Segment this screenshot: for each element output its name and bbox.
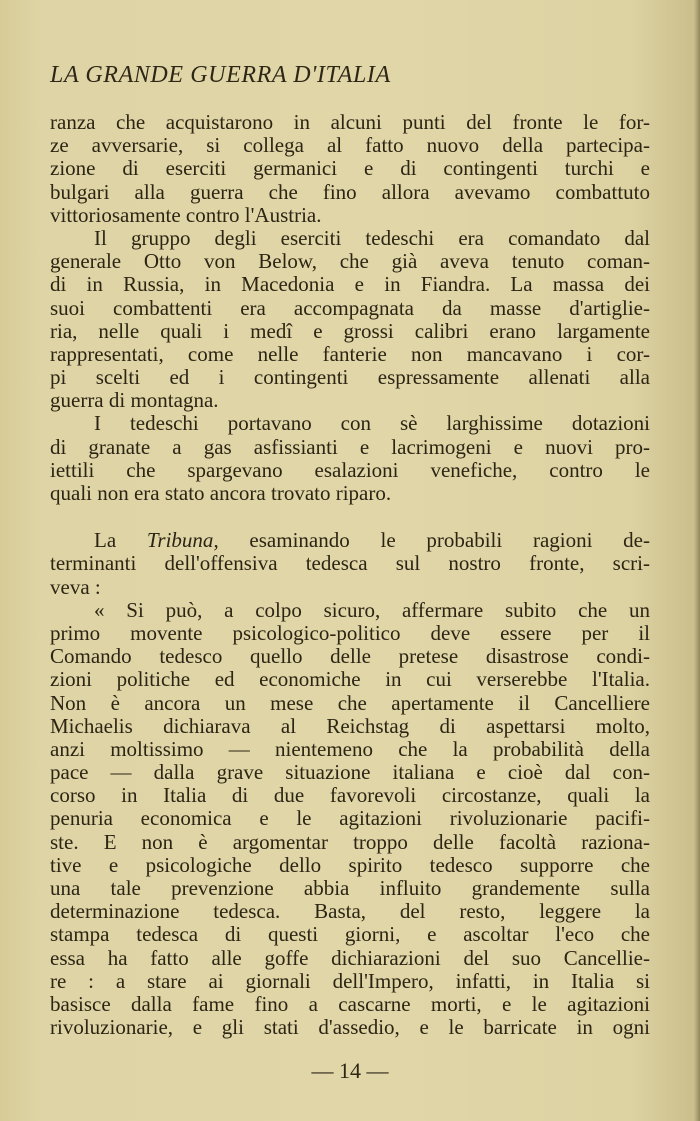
text-line: Il gruppo degli eserciti tedeschi era comandato dal — [94, 226, 650, 250]
text-line: di in Russia, in Macedonia e in Fiandra. La massa dei — [50, 273, 650, 297]
text-line: I tedeschi portavano con sè larghissime dotazioni — [94, 412, 650, 436]
text-line: « Si può, a colpo sicuro, affermare subito che un — [94, 598, 650, 622]
text-line: suoi combattenti era accompagnata da masse d'artiglie- — [50, 296, 650, 320]
newspaper-title: Tribuna — [146, 529, 214, 553]
text-line: ranza che acquistarono in alcuni punti del fronte le for- — [50, 111, 650, 134]
text-line: tive e psicologiche dello spirito tedesco supporre che — [50, 853, 650, 877]
paragraph-3 — [50, 412, 650, 505]
text-line: generale Otto von Below, che già aveva tenuto coman- — [50, 250, 650, 274]
text-line: rivoluzionarie, e gli stati d'assedio, e le barricate in ogni — [50, 1016, 650, 1040]
paragraph-1 — [50, 111, 650, 227]
text-line: primo movente psicologico-politico deve essere per il — [50, 621, 650, 645]
page-edge-shadow — [694, 0, 700, 1121]
text-line: veva : — [50, 575, 101, 599]
text-line: stampa tedesca di questi giorni, e ascoltar l'eco che — [50, 923, 650, 947]
text-line: zione di eserciti germanici e di contingenti turchi e — [50, 157, 650, 181]
text-line: ria, nelle quali i medî e grossi calibri erano largamente — [50, 319, 650, 343]
paragraph-2 — [50, 227, 650, 413]
running-head: LA GRANDE GUERRA D'ITALIA — [50, 62, 391, 88]
text-line: ze avversarie, si collega al fatto nuovo della partecipa- — [50, 134, 650, 158]
text-line: re : a stare ai giornali dell'Impero, infatti, in Italia si — [50, 969, 650, 993]
text-line: iettili che spargevano esalazioni venefiche, contro le — [50, 458, 650, 482]
text-line: anzi moltissimo — nientemeno che la probabilità della — [50, 737, 650, 761]
text-line: La Tribuna, esaminando le probabili ragioni de- — [94, 529, 650, 553]
text-line: Michaelis dichiarava al Reichstag di aspettarsi molto, — [50, 714, 650, 738]
text-line: pace — dalla grave situazione italiana e cioè dal con- — [50, 761, 650, 785]
text-line: pi scelti ed i contingenti espressamente allenati alla — [50, 366, 650, 390]
text-line: quali non era stato ancora trovato riparo. — [50, 482, 392, 505]
text-line: vittoriosamente contro l'Austria. — [50, 203, 322, 227]
text-line: determinazione tedesca. Basta, del resto, leggere la — [50, 900, 650, 924]
text-line: penuria economica e le agitazioni rivoluzionarie pacifi- — [50, 807, 650, 831]
text-line: zioni politiche ed economiche in cui verserebbe l'Italia. — [50, 668, 650, 692]
text-line: di granate a gas asfissianti e lacrimogeni e nuovi pro- — [50, 435, 650, 459]
paragraph-gap — [50, 505, 650, 529]
page-number: — 14 — — [311, 1058, 389, 1083]
text-line: bulgari alla guerra che fino allora avevamo combattuto — [50, 180, 650, 204]
text-line: guerra di montagna. — [50, 389, 219, 413]
paragraph-5-quotation — [50, 599, 650, 1040]
text-line: una tale prevenzione abbia influito grandemente sulla — [50, 877, 650, 900]
text-line: Comando tedesco quello delle pretese disastrose condi- — [50, 645, 650, 669]
body-text — [50, 111, 650, 1039]
paragraph-4 — [50, 529, 650, 599]
text-line: essa ha fatto alle goffe dichiarazioni del suo Cancellie- — [50, 946, 650, 970]
text-line: Non è ancora un mese che apertamente il Cancelliere — [50, 691, 650, 715]
text-line: ste. E non è argomentar troppo delle facoltà raziona- — [50, 830, 650, 854]
text-line: corso in Italia di due favorevoli circostanze, quali la — [50, 784, 650, 808]
text-line: basisce dalla fame fino a cascarne morti, e le agitazioni — [50, 992, 650, 1016]
text-line: terminanti dell'offensiva tedesca sul nostro fronte, scri- — [50, 552, 650, 576]
text-line: rappresentati, come nelle fanterie non mancavano i cor- — [50, 342, 650, 366]
